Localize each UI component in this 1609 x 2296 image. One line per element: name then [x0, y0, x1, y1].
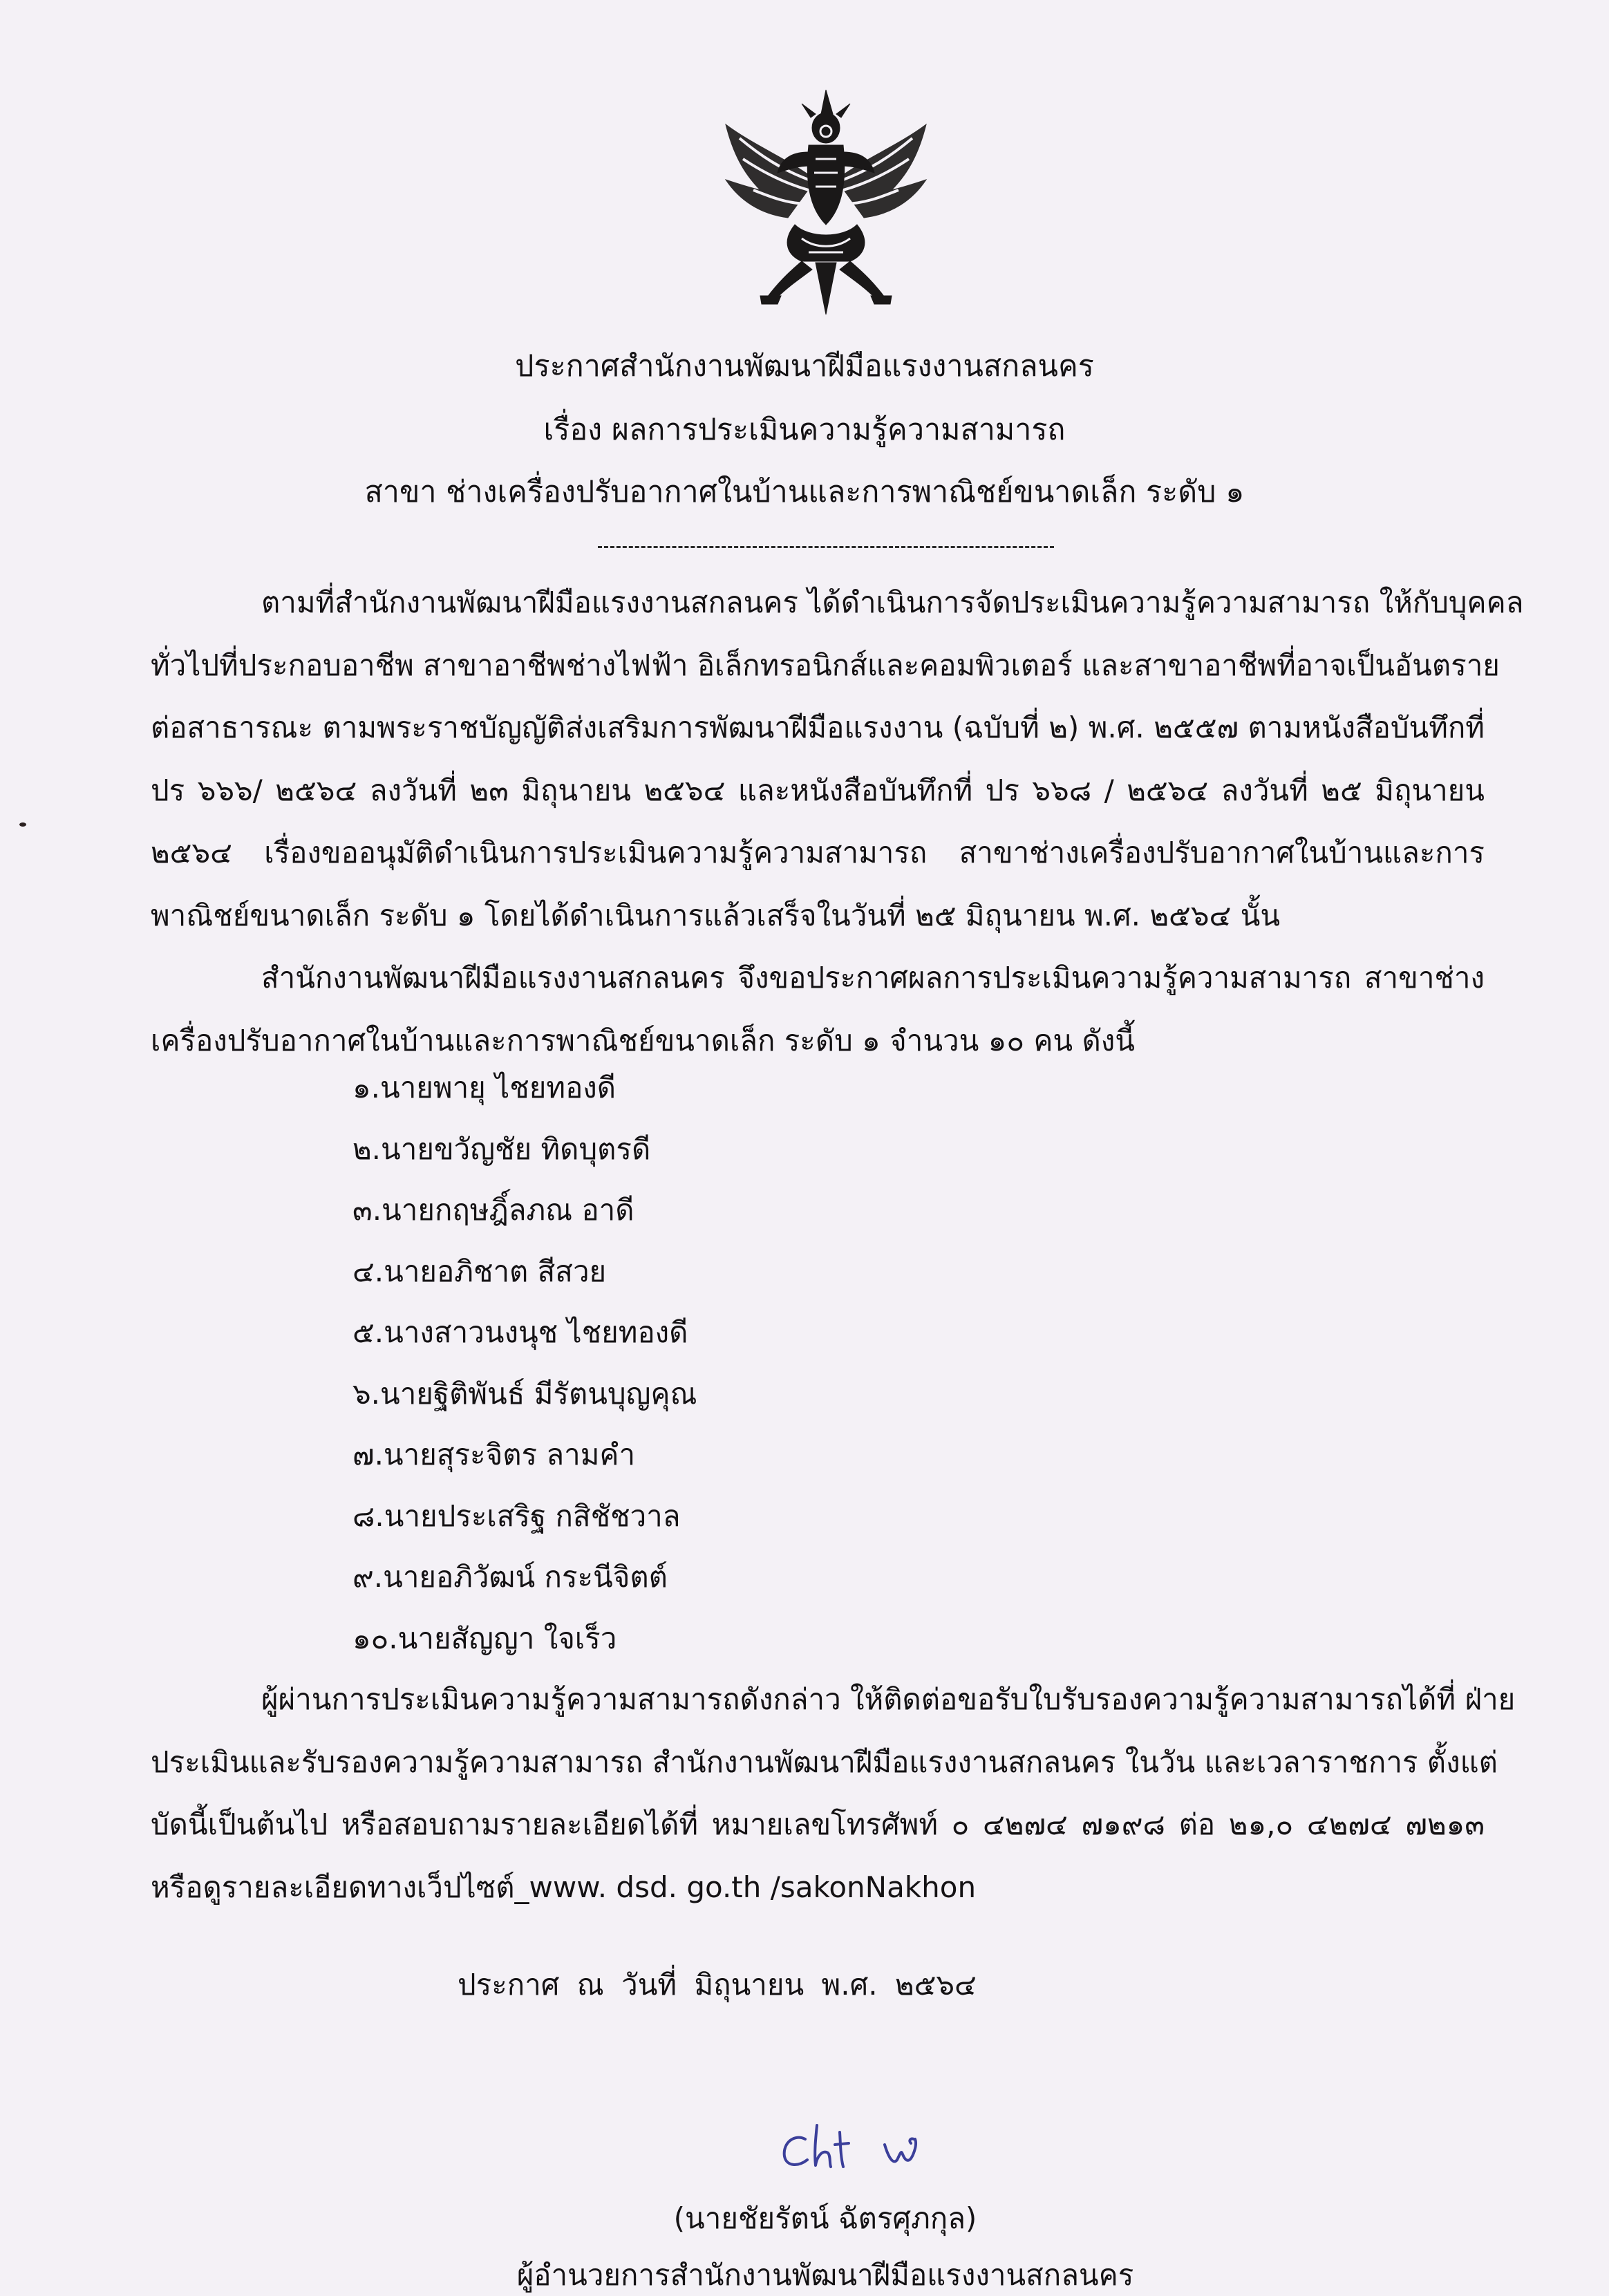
- list-item: ๗.นายสุระจิตร ลามคำ: [352, 1438, 636, 1471]
- paragraph-line: เครื่องปรับอากาศในบ้านและการพาณิชย์ขนาดเล็ก ระดับ ๑ จำนวน ๑๐ คน ดังนี้: [151, 1023, 1135, 1057]
- list-item: ๖.นายฐิติพันธ์ มีรัตนบุญคุณ: [352, 1376, 697, 1411]
- list-item: ๕.นางสาวนงนุช ไชยทองดี: [352, 1315, 688, 1349]
- announcement-date: ประกาศ ณ วันที่ มิถุนายน พ.ศ. ๒๕๖๔: [458, 1968, 977, 2002]
- list-item: ๑๐.นายสัญญา ใจเร็ว: [352, 1621, 617, 1655]
- signer-title: ผู้อำนวยการสำนักงานพัฒนาฝีมือแรงงานสกลนคร: [516, 2258, 1134, 2292]
- paragraph-line: ทั่วไปที่ประกอบอาชีพ สาขาอาชีพช่างไฟฟ้า อิเล็กทรอนิกส์และคอมพิวเตอร์ และสาขาอาชีพที่อาจเป็นอันตราย: [151, 648, 1500, 682]
- list-item: ๑.นายพายุ ไชยทองดี: [352, 1071, 617, 1104]
- list-item: ๒.นายขวัญชัย ทิดบุตรดี: [352, 1131, 651, 1166]
- signer-name: (นายชัยรัตน์ ฉัตรศุภกุล): [673, 2201, 977, 2235]
- paragraph-line: ๒๕๖๔ เรื่องขออนุมัติดำเนินการประเมินความรู้ความสามารถ สาขาช่างเครื่องปรับอากาศในบ้านและการ: [151, 836, 1485, 869]
- paper-speck: [19, 822, 26, 827]
- paragraph-line: ปร ๖๖๖/ ๒๕๖๔ ลงวันที่ ๒๓ มิถุนายน ๒๕๖๔ และหนังสือบันทึกที่ ปร ๖๖๘ / ๒๕๖๔ ลงวันที่ ๒๕ มิถุนายน: [151, 773, 1485, 807]
- paragraph-line: ผู้ผ่านการประเมินความรู้ความสามารถดังกล่าว ให้ติดต่อขอรับใบรับรองความรู้ความสามารถได้ที่ ฝ่าย: [261, 1682, 1516, 1716]
- list-item: ๘.นายประเสริฐ กสิชัชวาล: [352, 1498, 681, 1533]
- paragraph-line: พาณิชย์ขนาดเล็ก ระดับ ๑ โดยได้ดำเนินการแล้วเสร็จในวันที่ ๒๕ มิถุนายน พ.ศ. ๒๕๖๔ นั้น: [151, 898, 1281, 932]
- paragraph-line: ประเมินและรับรองความรู้ความสามารถ สำนักงานพัฒนาฝีมือแรงงานสกลนคร ในวัน และเวลาราชการ ตั้งแต่: [151, 1744, 1498, 1779]
- paragraph-line: สำนักงานพัฒนาฝีมือแรงงานสกลนคร จึงขอประกาศผลการประเมินความรู้ความสามารถ สาขาช่าง: [261, 961, 1485, 995]
- announcement-title: ประกาศสำนักงานพัฒนาฝีมือแรงงานสกลนคร: [515, 349, 1094, 384]
- list-item: ๓.นายกฤษฎิ์ลภณ อาดี: [352, 1193, 634, 1227]
- announcement-branch: สาขา ช่างเครื่องปรับอากาศในบ้านและการพาณิชย์ขนาดเล็ก ระดับ ๑: [364, 475, 1245, 509]
- passed-candidates-list: [352, 1057, 697, 1669]
- list-item: ๔.นายอภิชาต สีสวย: [352, 1254, 607, 1288]
- paragraph-announcement: [151, 947, 1485, 1072]
- list-item: ๙.นายอภิวัฒน์ กระนีจิตต์: [352, 1560, 668, 1594]
- garuda-emblem-icon: [712, 76, 940, 318]
- paragraph-line: หรือดูรายละเอียดทางเว็ปไซต์_www. dsd. go.th /sakonNakhon: [151, 1870, 977, 1904]
- paragraph-line: ต่อสาธารณะ ตามพระราชบัญญัติส่งเสริมการพัฒนาฝีมือแรงงาน (ฉบับที่ ๒) พ.ศ. ๒๕๕๗ ตามหนังสือบันทึกที่: [151, 711, 1485, 744]
- header-divider: [598, 546, 1054, 548]
- announcement-subject: เรื่อง ผลการประเมินความรู้ความสามารถ: [543, 413, 1066, 447]
- paragraph-line: ตามที่สำนักงานพัฒนาฝีมือแรงงานสกลนคร ได้ดำเนินการจัดประเมินความรู้ความสามารถ ให้กับบุคคล: [261, 585, 1524, 619]
- paragraph-contact: [151, 1668, 1516, 1919]
- handwritten-signature: [774, 2118, 954, 2181]
- paragraph-intro: [151, 572, 1524, 947]
- paragraph-line: บัดนี้เป็นต้นไป หรือสอบถามรายละเอียดได้ที่ หมายเลขโทรศัพท์ ๐ ๔๒๗๔ ๗๑๙๘ ต่อ ๒๑,๐ ๔๒๗๔ ๗๒๑๓: [151, 1807, 1485, 1841]
